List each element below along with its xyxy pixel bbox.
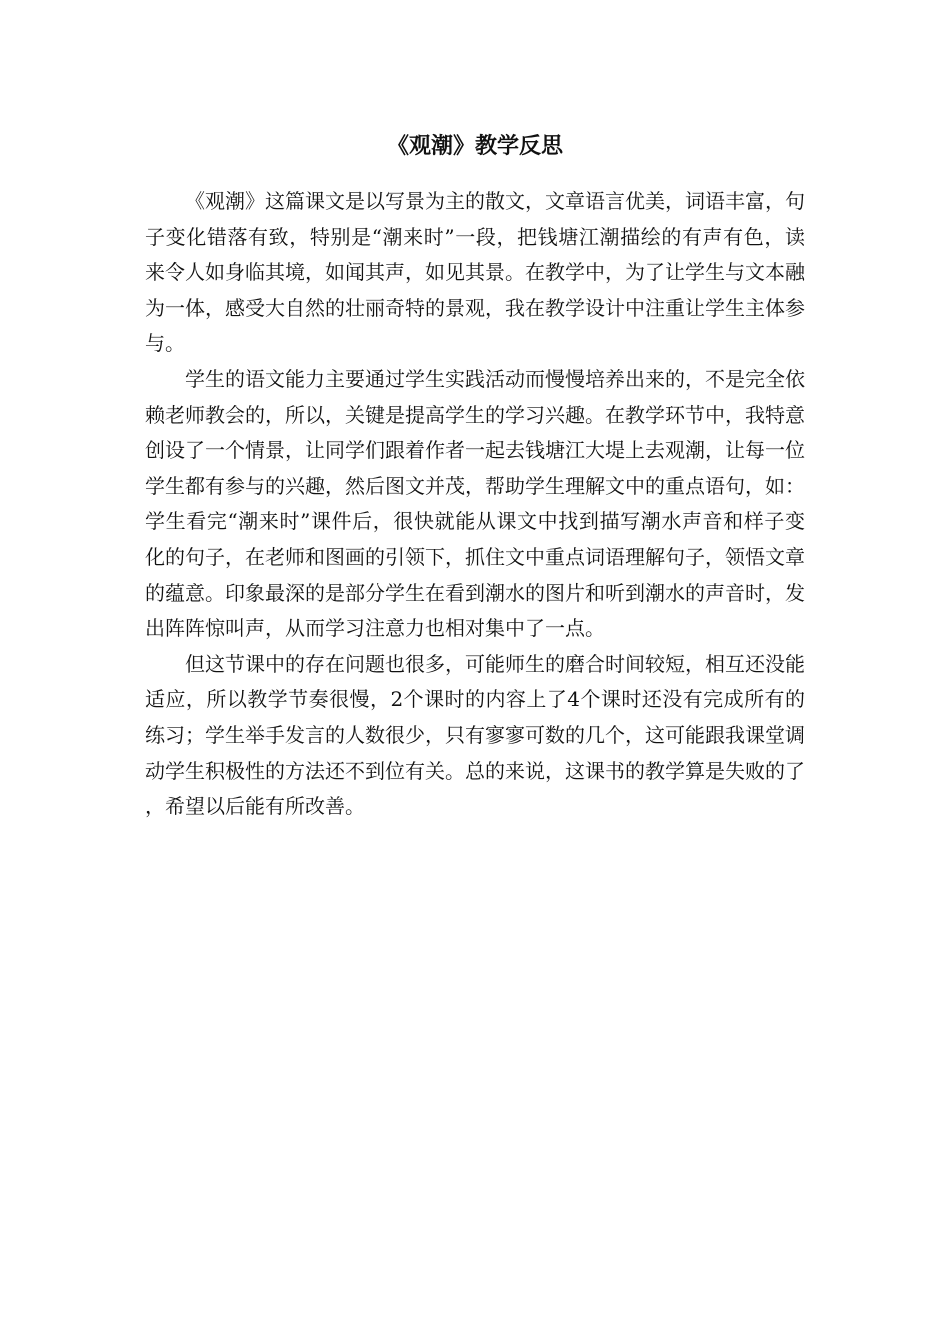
document-body xyxy=(145,184,805,825)
paragraph-1: 《观潮》这篇课文是以写景为主的散文，文章语言优美，词语丰富，句子变化错落有致，特别是“潮来时”一段，把钱塘江潮描绘的有声有色，读来令人如身临其境，如闻其声，如见其景。在教学中，为了让学生与文本融为一体，感受大自然的壮丽奇特的景观，我在教学设计中注重让学生主体参与。 xyxy=(145,189,805,356)
paragraph-3: 但这节课中的存在问题也很多，可能师生的磨合时间较短，相互还没能适应，所以教学节奏很慢，2个课时的内容上了4个课时还没有完成所有的练习；学生举手发言的人数很少，只有寥寥可数的几个，这可能跟我课堂调动学生积极性的方法还不到位有关。总的来说，这课书的教学算是失败的了，希望以后能有所改善。 xyxy=(145,651,805,819)
paragraph-2: 学生的语文能力主要通过学生实践活动而慢慢培养出来的，不是完全依赖老师教会的，所以，关键是提高学生的学习兴趣。在教学环节中，我特意创设了一个情景，让同学们跟着作者一起去钱塘江大堤上去观潮，让每一位学生都有参与的兴趣，然后图文并茂，帮助学生理解文中的重点语句，如：学生看完“潮来时”课件后，很快就能从课文中找到描写潮水声音和样子变化的句子，在老师和图画的引领下，抓住文中重点词语理解句子，领悟文章的蕴意。印象最深的是部分学生在看到潮水的图片和听到潮水的声音时，发出阵阵惊叫声，从而学习注意力也相对集中了一点。 xyxy=(145,366,805,641)
document-title: 《观潮》教学反思 xyxy=(386,134,563,159)
